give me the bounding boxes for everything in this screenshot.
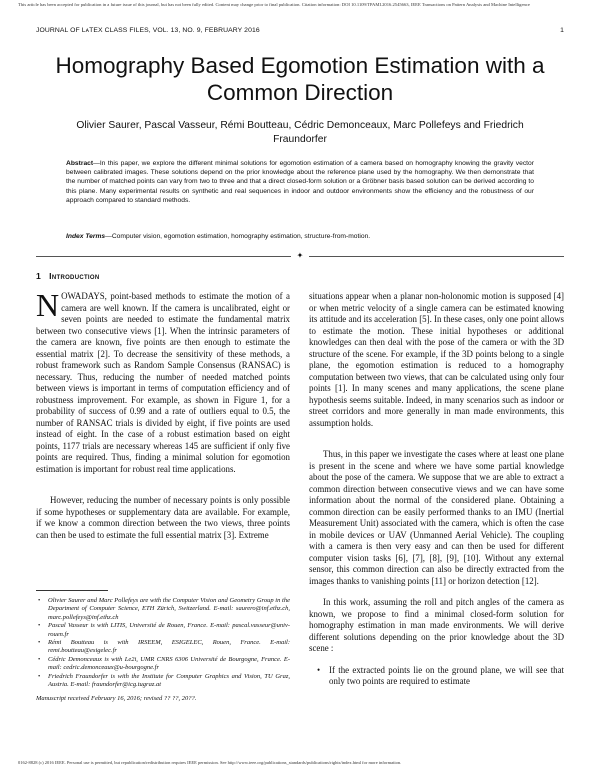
section-divider (36, 251, 564, 261)
intro-paragraph-1-text: point-based methods to estimate the motion of a camera are well known. If the camera is uncalibrated, eight or seven points are needed to estimate the fundamental matrix between two consecutive views [1]. When the intrinsic parameters of the camera are known, five points are then enough to estimate the essential matrix [2]. To decrease the sensitivity of these methods, a robust framework such as Random Sample Consensus (RANSAC) is necessary. Thus, reducing the number of needed matched points between views is important in terms of computation efficiency and of robustness improvement. For example, as shown in Figure 1, for a probability of success of 0.99 and a rate of outliers equal to 0.5, the number of RANSAC trials is divided by eight, if five points are used instead of eight. In the case of a robust estimation based on eight points, 1177 trials are necessary whereas 145 are sufficient if only five points are required. Thus, finding a minimal solution for egomotion estimation is important for robust real time applications. (36, 291, 290, 474)
copyright-notice: 0162-8828 (c) 2016 IEEE. Personal use is permitted, but republication/redistribution requires IEEE permission. See http://www.ieee.org/publications_standards/publications/rights/index.html for more information. (18, 760, 402, 765)
abstract (66, 159, 534, 205)
index-terms-label: Index Terms (66, 233, 106, 240)
footnote-rule (36, 590, 108, 591)
journal-info: JOURNAL OF LᴀTEX CLASS FILES, VOL. 13, NO. 9, FEBRUARY 2016 (36, 27, 260, 34)
index-terms (66, 232, 534, 241)
affiliation-item: • Olivier Saurer and Marc Pollefeys are with the Computer Vision and Geometry Group in the Department of Computer Science, ETH Zürich, Switzerland. E-mail: saurero@inf.ethz.ch, marc.pollefeys@inf.ethz.ch (48, 597, 290, 622)
abstract-text: —In this paper, we explore the different minimal solutions for egomotion estimation of a camera based on homography knowing the gravity vector between calibrated images. These solutions depend on the prior knowledge about the reference plane used by the homography. We then demonstrate that the number of matched points can vary from two to three and that a direct closed-form solution or a Gröbner basis based solution can be derived according to this plane. Many experimental results on synthetic and real sequences in indoor and outdoor environments show the efficiency and the robustness of our approach compared to standard methods. (66, 160, 534, 204)
manuscript-dates: Manuscript received February 16, 2016; revised ?? ??, 20??. (36, 695, 197, 703)
affiliation-item: • Cédric Demonceaux is with Le2i, UMR CNRS 6306 Université de Bourgogne, France. E-mail: cedric.demonceaux@u-bourgogne.fr (48, 656, 290, 673)
bullet-item: • If the extracted points lie on the ground plane, we will see that only two points are required to estimate (309, 665, 564, 688)
affiliation-item: • Rémi Boutteau is with IRSEEM, ESIGELEC, Rouen, France. E-mail: remi.boutteau@esigelec.fr (48, 639, 290, 656)
section-number: 1 (36, 271, 42, 281)
index-terms-text: —Computer vision, egomotion estimation, homography estimation, structure-from-motion. (105, 233, 371, 240)
abstract-label: Abstract (66, 160, 94, 167)
section-title: Introduction (49, 271, 100, 281)
right-paragraph-3: In this work, assuming the roll and pitch angles of the camera as known, we propose to find a minimal closed-form solution for homography estimation in man made environments. We will derive different solutions depending on the prior knowledge about the 3D scene : (309, 597, 564, 653)
intro-paragraph-1 (36, 287, 290, 475)
running-head (36, 27, 564, 34)
intro-paragraph-2: However, reducing the number of necessary points is only possible if some hypotheses or supplementary data are available. For example, if we know a common direction between the two views, three points can then be used to estimate the full essential matrix [3]. Extreme (36, 495, 290, 540)
dropcap: N (36, 287, 60, 323)
affiliation-item: • Pascal Vasseur is with LITIS, Université de Rouen, France. E-mail: pascal.vasseur@univ-rouen.fr (48, 622, 290, 639)
affiliation-item: • Friedrich Fraundorfer is with the Institute for Computer Graphics and Vision, TU Graz, Austria. E-mail: fraundorfer@icg.tugraz.at (48, 673, 290, 690)
affiliation-list (36, 597, 290, 689)
publication-note: This article has been accepted for publication in a future issue of this journal, but has not been fully edited. Content may change prior to final publication. Citation information: DOI 10.1109/TPAMI.2016.2545663, IEEE Transactions on Pattern Analysis and Machine Intelligence (18, 2, 530, 7)
right-paragraph-2: Thus, in this paper we investigate the cases where at least one plane is present in the scene and where we have some partial knowledge about the pose of the camera. We suppose that we are able to extract a common direction between consecutive views and we can have some information about the normal of the considered plane. Obtaining a common direction can be easily performed thanks to an IMU (Inertial Measurement Unit) associated with the camera, which is often the case in mobile devices or UAV (Unmanned Aerial Vehicle). The coupling with a camera is then very easy and can then be used for different computer vision tasks [6], [7], [8], [9], [10]. Without any external sensor, this common direction can also be directly extracted from the images thanks to vanishing points [11] or horizon detection [12]. (309, 449, 564, 586)
left-column (36, 287, 290, 541)
author-list: Olivier Saurer, Pascal Vasseur, Rémi Boutteau, Cédric Demonceaux, Marc Pollefeys and Friedrich Fraundorfer (76, 120, 524, 145)
divider-line-right (309, 256, 564, 257)
diamond-icon: ✦ (296, 251, 304, 260)
first-word: OWADAYS, (61, 291, 107, 301)
section-heading (36, 271, 100, 281)
right-column (309, 291, 564, 688)
divider-line-left (36, 256, 291, 257)
paper-title: Homography Based Egomotion Estimation with a Common Direction (55, 53, 545, 105)
page-number: 1 (560, 27, 564, 34)
right-paragraph-1: situations appear when a planar non-holonomic motion is supposed [4] or when metric velocity of a single camera can be estimated knowing its attitude and its acceleration [5]. In these cases, only one point allows to estimate the motion. These initial hypotheses or additional knowledges can then deal with the pose of the camera or with the 3D structure of the scene. For example, if the 3D points belong to a single plane, the egomotion estimation is reduced to a homography computation between two views, that can be calculated using only four points [1]. In many scenes and many applications, the scene plane hypothesis seems suitable. Indeed, in many scenarios such as indoor or street corridors and more generally in man made environments, this assumption holds. (309, 291, 564, 428)
footnotes (36, 590, 290, 704)
